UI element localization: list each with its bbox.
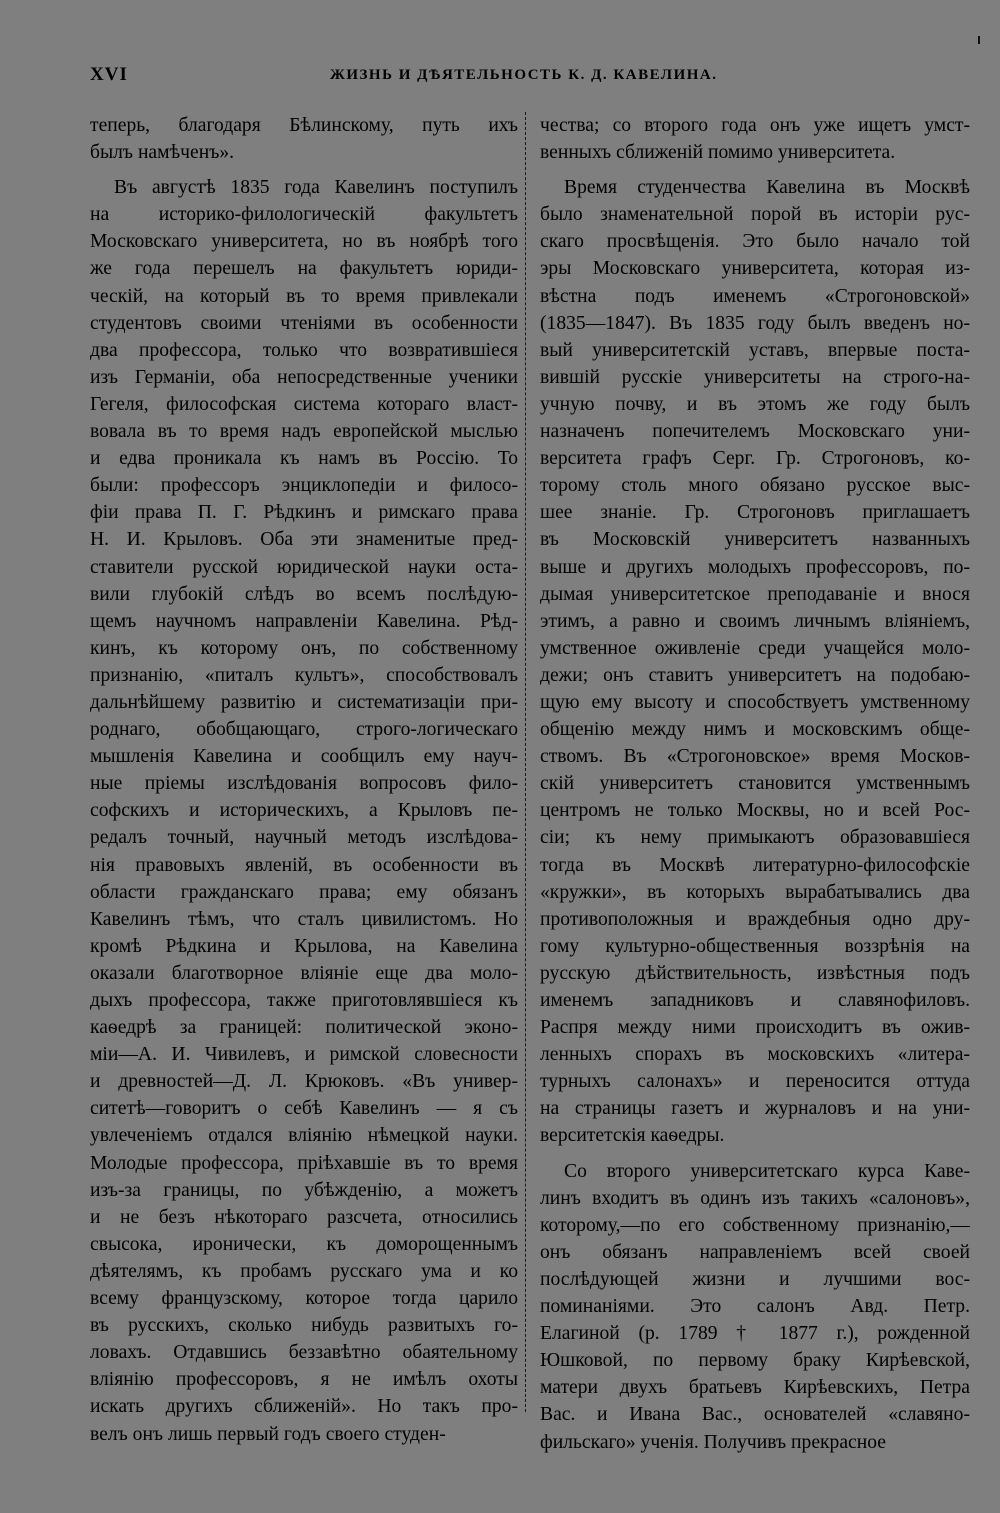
text-line: Распря между ними происходитъ въ ожив- bbox=[540, 1017, 970, 1039]
text-line: послѣдующей жизни и лучшими вос- bbox=[540, 1268, 970, 1290]
page-header bbox=[90, 64, 970, 92]
text-line: Юшковой, по первому браку Кирѣевской, bbox=[540, 1350, 970, 1372]
paragraph-gap bbox=[540, 1150, 970, 1158]
left-column bbox=[90, 112, 518, 1448]
text-line: верситетскія каѳедры. bbox=[540, 1125, 725, 1147]
text-line: дыхъ профессора, также приготовлявшіеся къ bbox=[90, 990, 518, 1011]
text-line: увлеченіемъ отдался вліянію нѣмецкой науки. bbox=[90, 1125, 518, 1147]
text-line: въ Московскій университетъ названныхъ bbox=[540, 529, 970, 551]
text-line: каѳедрѣ за границей: политической эконо- bbox=[90, 1017, 518, 1039]
text-line: общенію между нимъ и московскимъ обще- bbox=[540, 719, 970, 741]
paragraph bbox=[90, 112, 518, 166]
text-line: противоположныя и враждебныя одно дру- bbox=[540, 908, 970, 930]
text-line: кинъ, къ которому онъ, по собственному bbox=[90, 637, 518, 659]
text-line: выше и другихъ молодыхъ профессоровъ, по- bbox=[540, 556, 970, 578]
text-line: торому столь много обязано русское выс- bbox=[540, 475, 970, 497]
text-line: именемъ западниковъ и славянофиловъ. bbox=[540, 990, 970, 1011]
text-line: которому,—по его собственному признанію,— bbox=[540, 1214, 970, 1236]
text-line: на страницы газетъ и журналовъ и на уни- bbox=[540, 1098, 970, 1120]
paragraph bbox=[540, 1158, 970, 1456]
text-line: скій университетъ становится умственнымъ bbox=[540, 773, 970, 795]
text-line: дѣятелямъ, къ пробамъ русскаго ума и ко bbox=[90, 1260, 518, 1282]
text-line: свысока, иронически, къ доморощеннымъ bbox=[90, 1233, 518, 1255]
margin-mark bbox=[978, 36, 980, 44]
text-line: софскихъ и историческихъ, а Крыловъ пе- bbox=[90, 800, 518, 822]
text-line: ставители русской юридической науки оста- bbox=[90, 556, 518, 578]
text-line: этимъ, а равно и своимъ личнымъ вліяніемъ, bbox=[540, 610, 970, 632]
paragraph-gap bbox=[90, 166, 518, 174]
text-line: ствомъ. Въ «Строгоновское» время Москов- bbox=[540, 746, 970, 768]
text-line: щую ему высоту и способствуетъ умственному bbox=[540, 691, 970, 713]
text-line: Московскаго университета, но въ ноябрѣ того bbox=[90, 231, 518, 253]
text-line: на историко-филологическій факультетъ bbox=[90, 204, 518, 226]
text-line: поминаніями. Это салонъ Авд. Петр. bbox=[540, 1296, 970, 1318]
text-line: вліянію профессоровъ, я не имѣлъ охоты bbox=[90, 1369, 518, 1391]
text-line: изъ-за границы, по убѣжденію, а можетъ bbox=[90, 1179, 518, 1201]
text-line: онъ обязанъ направленіемъ всей своей bbox=[540, 1241, 970, 1263]
text-line: «кружки», въ которыхъ вырабатывались два bbox=[540, 881, 970, 903]
text-line: же года перешелъ на факультетъ юриди- bbox=[90, 258, 518, 280]
text-line: Н. И. Крыловъ. Оба эти знаменитые пред- bbox=[90, 529, 518, 551]
text-line: венныхъ сближеній помимо университета. bbox=[540, 142, 896, 164]
text-line: эры Московскаго университета, которая из- bbox=[540, 258, 970, 280]
text-line: изъ Германіи, оба непосредственные ученики bbox=[90, 366, 518, 388]
paragraph bbox=[90, 174, 518, 1447]
text-line: всему французскому, которое тогда царило bbox=[90, 1288, 518, 1310]
running-title: ЖИЗНЬ И ДѢЯТЕЛЬНОСТЬ К. Д. КАВЕЛИНА. bbox=[330, 67, 718, 83]
text-line: верситета графъ Серг. Гр. Строгоновъ, ко- bbox=[540, 448, 970, 470]
text-line: Гегеля, философская система котораго власт- bbox=[90, 393, 518, 415]
text-line: вили глубокій слѣдъ во всемъ послѣдую- bbox=[90, 583, 518, 605]
text-line: фильскаго» ученія. Получивъ прекрасное bbox=[540, 1431, 886, 1453]
text-line: въ русскихъ, сколько нибудь развитыхъ го- bbox=[90, 1315, 518, 1337]
text-line: умственное оживленіе среди учащейся моло- bbox=[540, 637, 970, 659]
text-line: назначенъ попечителемъ Московскаго уни- bbox=[540, 421, 970, 443]
text-line: вѣстна подъ именемъ «Строгоновской» bbox=[540, 285, 970, 307]
text-line: ные пріемы изслѣдованія вопросовъ фило- bbox=[90, 773, 518, 795]
text-line: два профессора, только что возвратившіеся bbox=[90, 339, 518, 361]
text-line: чества; со второго года онъ уже ищетъ умст- bbox=[540, 115, 970, 136]
text-line: Вас. и Ивана Вас., основателей «славяно- bbox=[540, 1404, 970, 1426]
text-line: искать другихъ сближеній». Но такъ про- bbox=[90, 1396, 518, 1418]
text-line: редалъ точный, научный методъ изслѣдова- bbox=[90, 827, 518, 849]
text-line: дежи; онъ ставитъ университетъ на подобаю- bbox=[540, 664, 970, 686]
text-line: Въ августѣ 1835 года Кавелинъ поступилъ bbox=[114, 177, 518, 199]
paragraph bbox=[540, 112, 970, 166]
text-line: щемъ научномъ направленіи Кавелина. Рѣд- bbox=[90, 610, 518, 632]
text-line: вившій русскіе университеты на строго-на- bbox=[540, 366, 970, 388]
text-line: и древностей—Д. Л. Крюковъ. «Въ универ- bbox=[90, 1071, 518, 1093]
text-line: центромъ не только Москвы, но и всей Рос- bbox=[540, 800, 970, 822]
text-line: тогда въ Москвѣ литературно-философскіе bbox=[540, 854, 970, 876]
paragraph-gap bbox=[540, 166, 970, 174]
text-line: Время студенчества Кавелина въ Москвѣ bbox=[564, 177, 970, 199]
text-line: матери двухъ братьевъ Кирѣевскихъ, Петра bbox=[540, 1377, 970, 1399]
text-line: теперь, благодаря Бѣлинскому, путь ихъ bbox=[90, 115, 518, 136]
text-line: ленныхъ спорахъ въ московскихъ «литера- bbox=[540, 1044, 970, 1066]
text-line: и не безъ нѣкотораго разсчета, относились bbox=[90, 1206, 518, 1228]
text-line: линъ входитъ въ одинъ изъ такихъ «салоновъ», bbox=[540, 1187, 970, 1209]
text-line: Молодые профессора, пріѣхавшіе въ то время bbox=[90, 1152, 518, 1174]
text-line: былъ намѣченъ». bbox=[90, 142, 235, 164]
text-line: скаго просвѣщенія. Это было начало той bbox=[540, 231, 970, 253]
text-line: дальнѣйшему развитію и систематизаціи при- bbox=[90, 691, 518, 713]
text-line: шее знаніе. Гр. Строгоновъ приглашаетъ bbox=[540, 502, 970, 524]
text-line: кромѣ Рѣдкина и Крылова, на Кавелина bbox=[90, 935, 518, 957]
text-line: Кавелинъ тѣмъ, что сталъ цивилистомъ. Но bbox=[90, 908, 518, 930]
text-line: вый университетскій уставъ, впервые поста- bbox=[540, 339, 970, 361]
text-line: области гражданскаго права; ему обязанъ bbox=[90, 881, 518, 903]
paragraph bbox=[540, 174, 970, 1149]
text-line: велъ онъ лишь первый годъ своего студен- bbox=[90, 1423, 446, 1445]
text-line: были: профессоръ энциклопедіи и филосо- bbox=[90, 475, 518, 497]
column-divider bbox=[525, 112, 527, 1412]
text-line: Со второго университетскаго курса Каве- bbox=[564, 1160, 970, 1182]
text-line: вовала въ то время надъ европейской мыслью bbox=[90, 421, 518, 443]
text-line: дымая университетское преподаваніе и внося bbox=[540, 583, 970, 605]
text-line: мышленія Кавелина и сообщилъ ему науч- bbox=[90, 746, 518, 768]
text-line: и едва проникала къ намъ въ Россію. То bbox=[90, 448, 518, 470]
text-line: ловахъ. Отдавшись беззавѣтно обаятельному bbox=[90, 1342, 518, 1364]
text-line: ситетѣ—говоритъ о себѣ Кавелинъ — я съ bbox=[90, 1098, 518, 1120]
text-line: гому культурно-общественныя воззрѣнія на bbox=[540, 935, 970, 957]
text-line: ческій, на который въ то время привлекали bbox=[90, 285, 518, 307]
text-line: было знаменательной порой въ исторіи рус- bbox=[540, 204, 970, 226]
page-number: XVI bbox=[90, 64, 128, 85]
text-line: оказали благотворное вліяніе еще два моло- bbox=[90, 962, 518, 984]
text-line: турныхъ салонахъ» и переносится оттуда bbox=[540, 1071, 970, 1093]
text-line: фіи права П. Г. Рѣдкинъ и римскаго права bbox=[90, 502, 518, 524]
text-line: учную почву, и въ этомъ же году былъ bbox=[540, 393, 970, 415]
text-line: русскую дѣйствительность, извѣстныя подъ bbox=[540, 962, 970, 984]
right-column bbox=[540, 112, 970, 1456]
text-line: (1835—1847). Въ 1835 году былъ введенъ но- bbox=[540, 312, 970, 334]
text-line: міи—А. И. Чивилевъ, и римской словесности bbox=[90, 1044, 518, 1066]
text-line: сіи; къ нему примыкаютъ образовавшіеся bbox=[540, 827, 970, 849]
text-line: нія правовыхъ явленій, въ особенности въ bbox=[90, 854, 518, 876]
text-line: Елагиной (р. 1789 † 1877 г.), рожденной bbox=[540, 1323, 970, 1345]
text-line: роднаго, обобщающаго, строго-логическаго bbox=[90, 719, 518, 741]
text-line: признанію, «питалъ культъ», способствовалъ bbox=[90, 664, 518, 686]
text-line: студентовъ своими чтеніями въ особенности bbox=[90, 312, 518, 334]
